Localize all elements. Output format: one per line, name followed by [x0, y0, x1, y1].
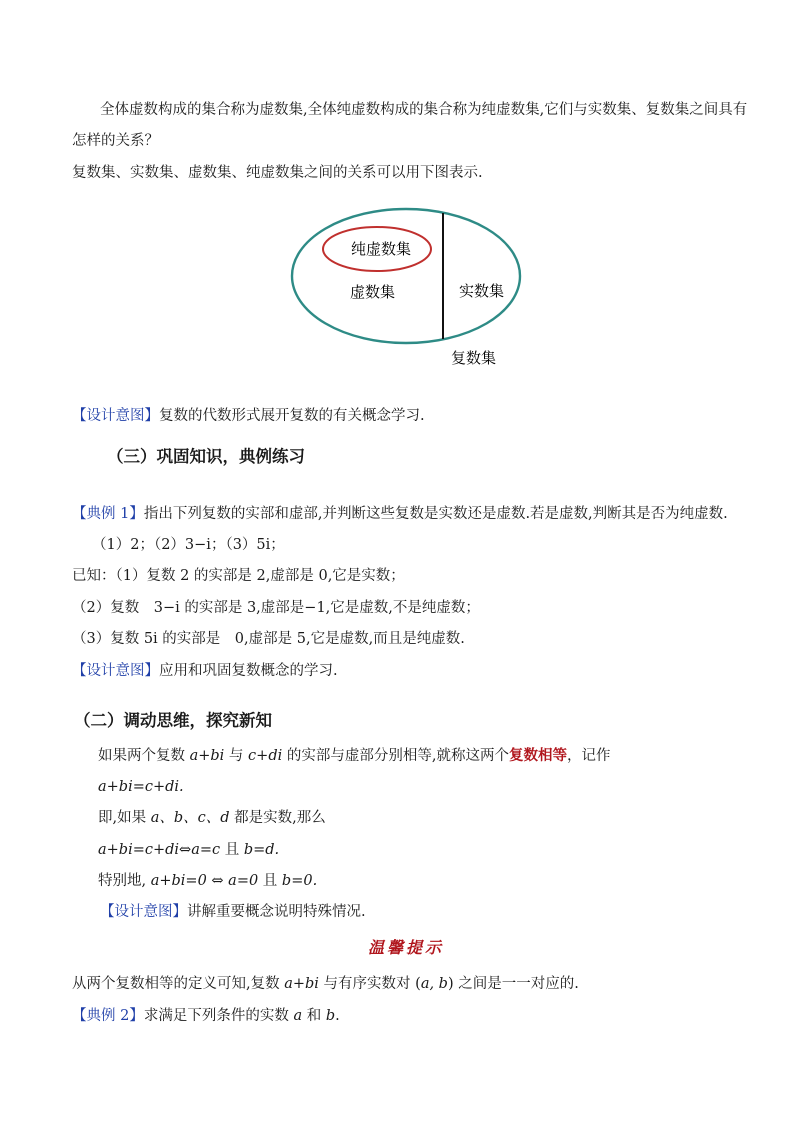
definition-line-4	[98, 840, 279, 860]
set-relationship-diagram	[288, 205, 533, 375]
math: a+bi	[189, 748, 225, 764]
definition-line-5	[98, 871, 317, 891]
example-1-text: 指出下列复数的实部和虚部,并判断这些复数是实数还是虚数.若是虚数,判断其是否为纯虚数.	[143, 506, 728, 522]
section-heading-2: （二）调动思维，探究新知	[74, 711, 272, 730]
text: 的实部与虚部分别相等,就称这两个	[282, 748, 509, 764]
example-1-answer-2: （2）复数 3−i 的实部是 3,虚部是−1,它是虚数,不是纯虚数；	[72, 600, 480, 616]
text: ，记作	[566, 748, 611, 764]
math: a, b	[420, 976, 448, 992]
intro-line-1: 全体虚数构成的集合称为虚数集,全体纯虚数构成的集合称为纯虚数集,它们与实数集、复数集之间具有	[100, 102, 748, 118]
text: 与	[224, 748, 249, 764]
example-2-tag: 【典例 2】	[72, 1008, 144, 1024]
definition-line-2	[98, 777, 184, 797]
example-1-answer-1: 已知：（1）复数 2 的实部是 2,虚部是 0,它是实数；	[72, 568, 405, 584]
example-2-prompt	[72, 1006, 340, 1026]
math: a、b、c、d	[150, 810, 230, 826]
math: c+di	[248, 748, 283, 764]
text: .	[335, 1008, 340, 1024]
text: 从两个复数相等的定义可知,复数	[72, 976, 285, 992]
tip-text	[72, 974, 579, 994]
math: a	[293, 1008, 303, 1024]
math: a+bi=c+di.	[98, 779, 184, 795]
text: 且	[220, 842, 244, 858]
design-intent-2	[72, 661, 338, 681]
text: 求满足下列条件的实数	[143, 1008, 294, 1024]
design-intent-text: 复数的代数形式展开复数的有关概念学习.	[159, 408, 425, 424]
section-heading-3: （三）巩固知识，典例练习	[107, 447, 305, 466]
text: 即,如果	[98, 810, 151, 826]
design-intent-tag: 【设计意图】	[100, 904, 187, 920]
example-1-prompt	[72, 504, 728, 524]
design-intent-1	[72, 406, 425, 426]
math: b=0.	[281, 873, 318, 889]
tip-title: 温馨提示	[368, 938, 445, 957]
text: ) 之间是一一对应的.	[447, 976, 579, 992]
imaginary-set-label: 虚数集	[350, 283, 396, 301]
math: b	[325, 1008, 336, 1024]
design-intent-tag: 【设计意图】	[72, 408, 159, 424]
example-1-answer-3: （3）复数 5i 的实部是 0,虚部是 5,它是虚数,而且是纯虚数.	[72, 631, 465, 647]
text: 如果两个复数	[98, 748, 190, 764]
design-intent-text: 应用和巩固复数概念的学习.	[159, 663, 338, 679]
key-term: 复数相等	[508, 747, 567, 764]
text: 特别地,	[98, 873, 151, 889]
intro-line-2: 怎样的关系？	[72, 133, 159, 149]
complex-set-label: 复数集	[451, 349, 497, 367]
text: 和	[302, 1008, 326, 1024]
design-intent-text: 讲解重要概念说明特殊情况.	[187, 904, 366, 920]
text: 与有序实数对 (	[318, 976, 421, 992]
math: a+bi=c+di⇔a=c	[98, 842, 221, 858]
text: 且	[258, 873, 282, 889]
intro-line-3: 复数集、实数集、虚数集、纯虚数集之间的关系可以用下图表示.	[72, 165, 483, 181]
pure-imaginary-set-label: 纯虚数集	[351, 240, 412, 258]
math: a+bi	[284, 976, 319, 992]
example-1-items: （1）2；（2）3−i；（3）5i；	[92, 537, 285, 553]
text: 都是实数,那么	[229, 810, 326, 826]
design-intent-tag: 【设计意图】	[72, 663, 159, 679]
real-set-label: 实数集	[459, 282, 505, 300]
example-1-tag: 【典例 1】	[72, 506, 144, 522]
definition-line-1	[98, 746, 610, 766]
design-intent-3	[100, 902, 366, 922]
definition-line-3	[98, 808, 326, 828]
math: a+bi=0 ⇔ a=0	[150, 873, 259, 889]
math: b=d.	[243, 842, 280, 858]
complex-set-ellipse	[292, 209, 520, 343]
